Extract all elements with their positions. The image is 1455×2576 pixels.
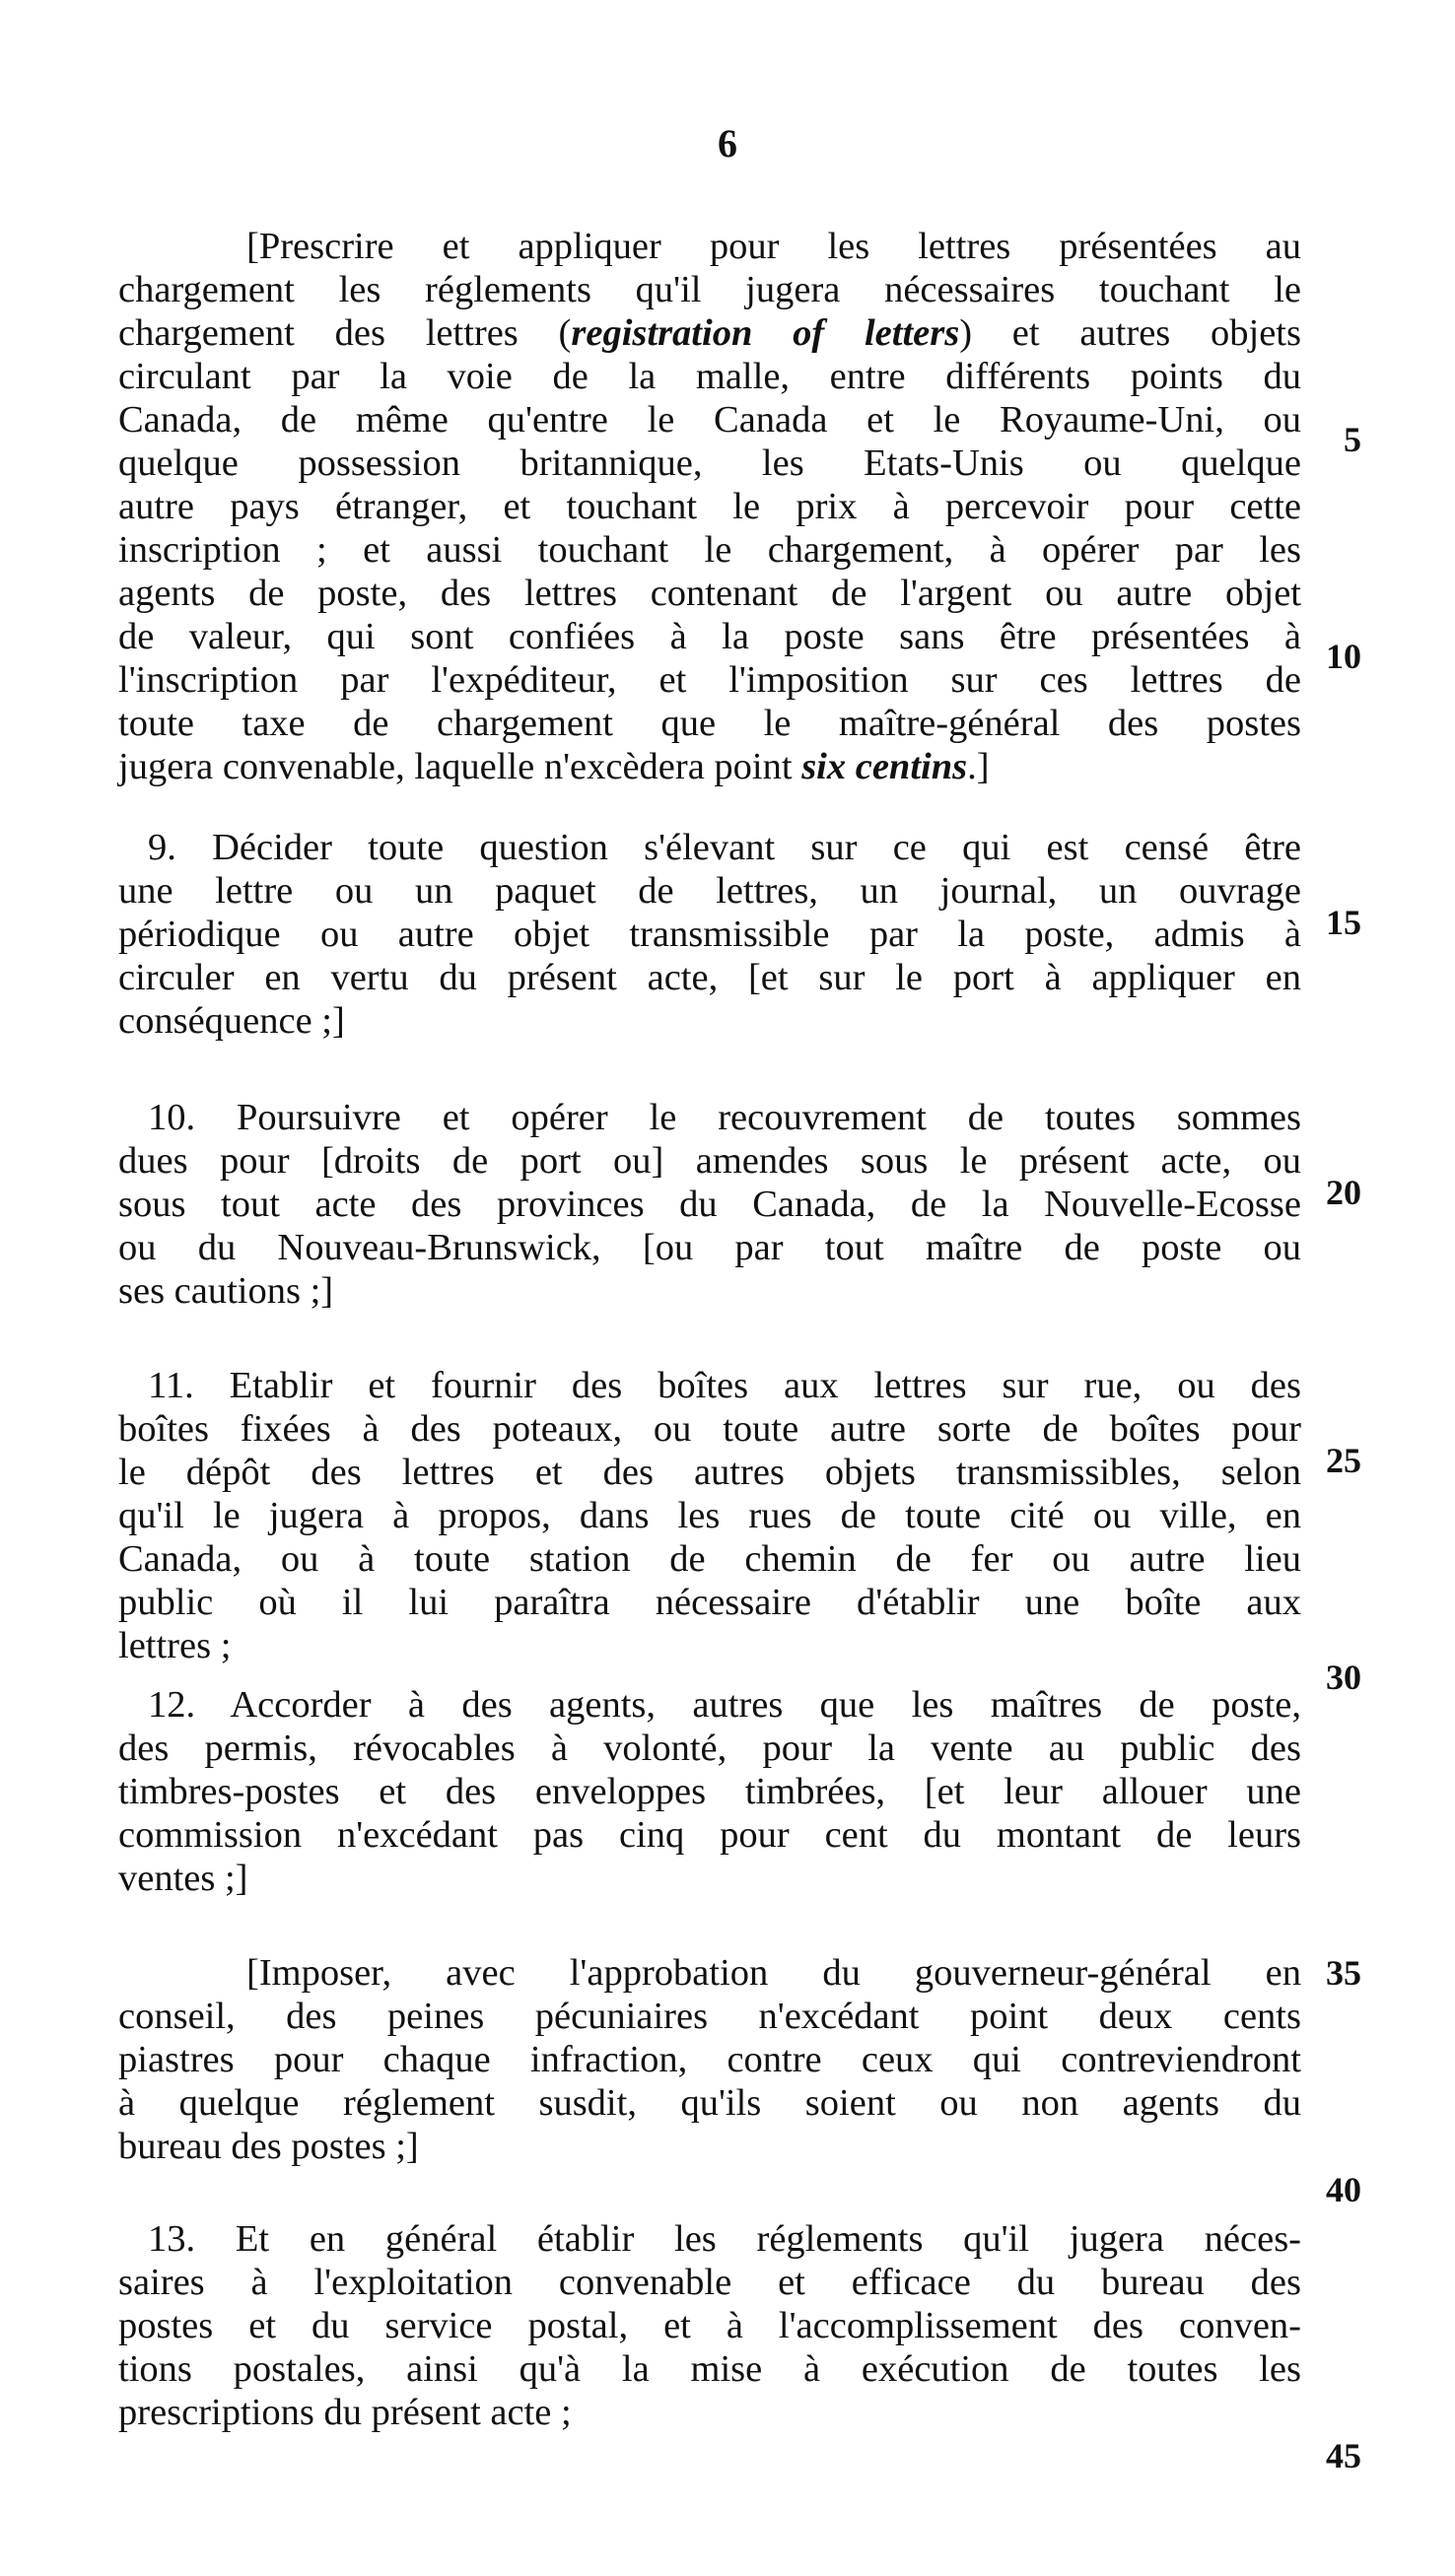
margin-line-number: 25	[1326, 1441, 1361, 1480]
text-line: des permis, révocables à volonté, pour la vente au public des	[118, 1728, 1301, 1769]
text-line: dues pour [droits de port ou] amendes sous le présent acte, ou	[118, 1140, 1301, 1182]
page-number: 6	[718, 121, 737, 166]
text-line: 9. Décider toute question s'élevant sur ce qui est censé être	[148, 827, 1301, 868]
text-line: postes et du service postal, et à l'accomplissement des conven-	[118, 2305, 1301, 2346]
text-line: sous tout acte des provinces du Canada, de la Nouvelle-Ecosse	[118, 1184, 1301, 1225]
text-line: ventes ;]	[118, 1858, 248, 1899]
text-line: saires à l'exploitation convenable et efficace du bureau des	[118, 2262, 1301, 2303]
margin-line-number: 40	[1326, 2170, 1361, 2209]
text-line: commission n'excédant pas cinq pour cent du montant de leurs	[118, 1814, 1301, 1856]
margin-line-number: 15	[1326, 903, 1361, 942]
text-line: chargement des lettres (registration of letters) et autres objets	[118, 312, 1301, 354]
text-line: à quelque réglement susdit, qu'ils soient ou non agents du	[118, 2082, 1301, 2124]
text-line: timbres-postes et des enveloppes timbrées, [et leur allouer une	[118, 1771, 1301, 1812]
text-line: Canada, de même qu'entre le Canada et le Royaume-Uni, ou	[118, 399, 1301, 441]
text-line: public où il lui paraîtra nécessaire d'établir une boîte aux	[118, 1582, 1301, 1623]
margin-line-number: 45	[1326, 2436, 1361, 2475]
text-line: ou du Nouveau-Brunswick, [ou par tout maître de poste ou	[118, 1227, 1301, 1268]
text-line: l'inscription par l'expéditeur, et l'imposition sur ces lettres de	[118, 659, 1301, 701]
margin-line-number: 35	[1326, 1953, 1361, 1993]
text-line: bureau des postes ;]	[118, 2126, 419, 2167]
text-line: autre pays étranger, et touchant le prix à percevoir pour cette	[118, 486, 1301, 527]
text-line: prescriptions du présent acte ;	[118, 2392, 572, 2433]
margin-line-number: 20	[1326, 1173, 1361, 1212]
text-line: lettres ;	[118, 1625, 232, 1666]
text-line: tions postales, ainsi qu'à la mise à exécution de toutes les	[118, 2348, 1301, 2390]
text-line: 11. Etablir et fournir des boîtes aux lettres sur rue, ou des	[148, 1365, 1301, 1406]
margin-line-number: 10	[1326, 637, 1361, 676]
text-line: circulant par la voie de la malle, entre différents points du	[118, 356, 1301, 397]
text-line: toute taxe de chargement que le maître-général des postes	[118, 703, 1301, 744]
text-line: piastres pour chaque infraction, contre ceux qui contreviendront	[118, 2039, 1301, 2080]
text-line: qu'il le jugera à propos, dans les rues de toute cité ou ville, en	[118, 1495, 1301, 1536]
text-line: Canada, ou à toute station de chemin de fer ou autre lieu	[118, 1538, 1301, 1580]
text-line: 10. Poursuivre et opérer le recouvrement de toutes sommes	[148, 1097, 1301, 1138]
text-line: une lettre ou un paquet de lettres, un journal, un ouvrage	[118, 870, 1301, 912]
text-line: conséquence ;]	[118, 1000, 345, 1042]
text-line: jugera convenable, laquelle n'excèdera point six centins.]	[118, 746, 990, 787]
text-line: 12. Accorder à des agents, autres que les maîtres de poste,	[148, 1684, 1301, 1726]
text-line: de valeur, qui sont confiées à la poste sans être présentées à	[118, 616, 1301, 657]
margin-line-number: 30	[1326, 1658, 1361, 1697]
text-line: 13. Et en général établir les réglements qu'il jugera néces-	[148, 2218, 1301, 2260]
text-line: quelque possession britannique, les Etats-Unis ou quelque	[118, 442, 1301, 484]
text-line: [Prescrire et appliquer pour les lettres présentées au	[246, 226, 1301, 267]
text-line: agents de poste, des lettres contenant de l'argent ou autre objet	[118, 573, 1301, 614]
text-line: [Imposer, avec l'approbation du gouverneur-général en	[246, 1952, 1301, 1994]
text-line: circuler en vertu du présent acte, [et sur le port à appliquer en	[118, 957, 1301, 998]
text-line: inscription ; et aussi touchant le chargement, à opérer par les	[118, 529, 1301, 571]
text-line: boîtes fixées à des poteaux, ou toute autre sorte de boîtes pour	[118, 1408, 1301, 1450]
text-line: périodique ou autre objet transmissible par la poste, admis à	[118, 914, 1301, 955]
margin-line-number: 5	[1344, 420, 1361, 459]
text-line: chargement les réglements qu'il jugera nécessaires touchant le	[118, 269, 1301, 310]
text-line: conseil, des peines pécuniaires n'excédant point deux cents	[118, 1996, 1301, 2037]
text-line: le dépôt des lettres et des autres objets transmissibles, selon	[118, 1452, 1301, 1493]
text-line: ses cautions ;]	[118, 1270, 334, 1312]
